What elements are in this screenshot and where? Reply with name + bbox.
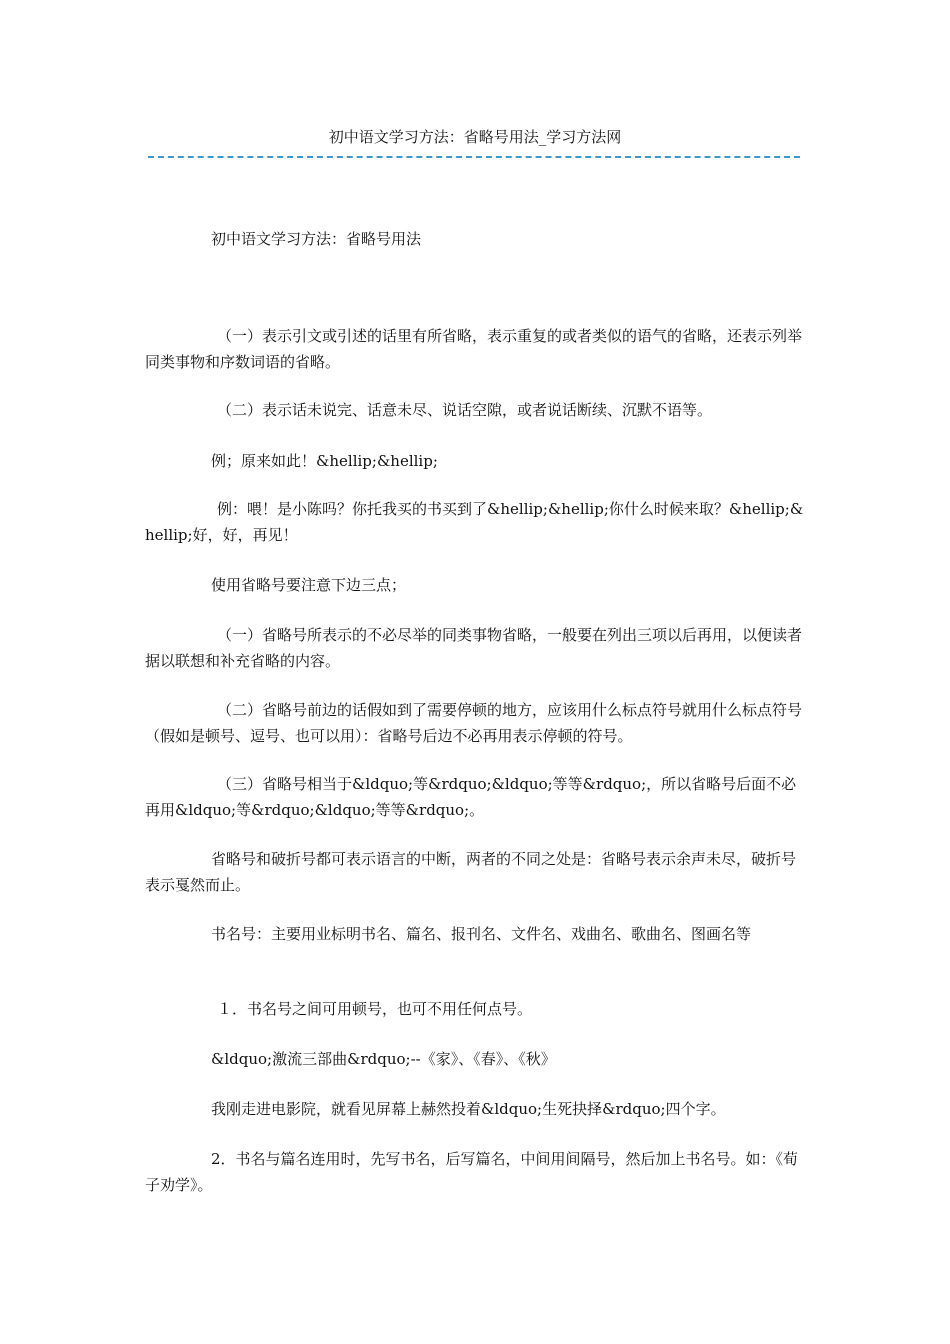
paragraph-5 [145,572,810,598]
paragraph-4 [145,496,810,548]
paragraph-8-text: （三）省略号相当于&ldquo;等&rdquo;&ldquo;等等&rdquo;，所以省略号后面不必再用&ldquo;等&rdquo;&ldquo;等等&rdquo;。 [145,775,797,819]
paragraph-9 [145,846,810,898]
paragraph-2-text: （二）表示话未说完、话意未尽、说话空隙，或者说话断续、沉默不语等。 [217,401,713,419]
paragraph-2 [145,397,810,423]
paragraph-7-text: （二）省略号前边的话假如到了需要停顿的地方，应该用什么标点符号就用什么标点符号（假如是顿号、逗号、也可以用）：省略号后边不必再用表示停顿的符号。 [145,701,803,745]
paragraph-1-text: （一）表示引文或引述的话里有所省略，表示重复的或者类似的语气的省略，还表示列举同类事物和序数词语的省略。 [145,327,803,371]
dashed-divider [148,156,800,158]
paragraph-12-text: &ldquo;激流三部曲&rdquo;--《家》、《春》、《秋》 [211,1050,556,1068]
paragraph-14-text: 2．书名与篇名连用时，先写书名，后写篇名，中间用间隔号，然后加上书名号。如：《荀子劝学》。 [145,1150,799,1194]
article-heading-text: 初中语文学习方法：省略号用法 [211,230,422,248]
paragraph-10 [145,921,810,947]
paragraph-4-text: 例：喂！是小陈吗？你托我买的书买到了&hellip;&hellip;你什么时候来取？&hellip;&hellip;好，好，再见！ [145,500,804,544]
paragraph-13-text: 我刚走进电影院，就看见屏幕上赫然投着&ldquo;生死抉择&rdquo;四个字。 [211,1100,726,1118]
paragraph-3 [145,448,810,474]
paragraph-5-text: 使用省略号要注意下边三点； [211,576,407,594]
paragraph-8 [145,771,810,823]
paragraph-11 [145,996,810,1022]
paragraph-12 [145,1046,810,1072]
paragraph-9-text: 省略号和破折号都可表示语言的中断，两者的不同之处是：省略号表示余声未尽，破折号表示戛然而止。 [145,850,797,894]
paragraph-1 [145,323,810,375]
paragraph-10-text: 书名号：主要用业标明书名、篇名、报刊名、文件名、戏曲名、歌曲名、图画名等 [211,925,752,943]
paragraph-11-text: １．书名号之间可用顿号，也可不用任何点号。 [217,1000,533,1018]
paragraph-14 [145,1146,810,1198]
paragraph-3-text: 例；原来如此！&hellip;&hellip; [211,452,438,470]
paragraph-13 [145,1096,810,1122]
document-title: 初中语文学习方法：省略号用法_学习方法网 [328,128,622,146]
article-heading [145,226,810,252]
paragraph-6 [145,622,810,674]
paragraph-7 [145,697,810,749]
paragraph-6-text: （一）省略号所表示的不必尽举的同类事物省略，一般要在列出三项以后再用，以便读者据以联想和补充省略的内容。 [145,626,803,670]
